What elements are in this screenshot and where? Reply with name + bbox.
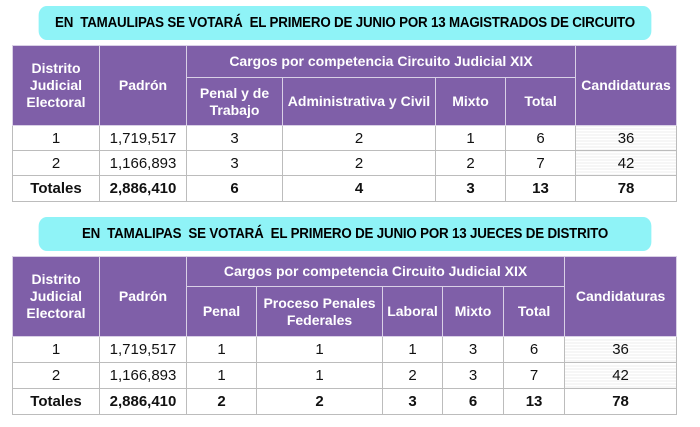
mixto-header: Mixto — [436, 78, 506, 126]
cargo-total-cell: 2 — [257, 389, 383, 415]
padron-cell: 1,166,893 — [100, 363, 187, 389]
cargo-cell: 3 — [443, 337, 504, 363]
table-row — [13, 151, 677, 176]
cargo-cell: 2 — [436, 151, 506, 176]
administrativa-civil-header: Administrativa y Civil — [283, 78, 436, 126]
totales-label: Totales — [13, 389, 100, 415]
cargo-cell: 1 — [436, 126, 506, 151]
total-cell: 7 — [504, 363, 565, 389]
section1-title-banner: EN TAMAULIPAS SE VOTARÁ EL PRIMERO DE JUNIO POR 13 MAGISTRADOS DE CIRCUITO — [39, 6, 652, 40]
cargos-group-header: Cargos por competencia Circuito Judicial XIX — [187, 257, 565, 287]
table-row — [13, 363, 677, 389]
padron-total-cell: 2,886,410 — [100, 176, 187, 202]
table-row — [13, 126, 677, 151]
padron-header: Padrón — [100, 257, 187, 337]
cargo-cell: 1 — [383, 337, 443, 363]
candidaturas-cell: 36 — [576, 126, 677, 151]
total-header: Total — [506, 78, 576, 126]
total-cell: 6 — [504, 337, 565, 363]
distrito-header: Distrito Judicial Electoral — [13, 257, 100, 337]
cargo-cell: 2 — [283, 151, 436, 176]
cargo-cell: 3 — [187, 151, 283, 176]
candidaturas-total-cell: 78 — [576, 176, 677, 202]
padron-cell: 1,719,517 — [100, 126, 187, 151]
table-row — [13, 337, 677, 363]
proceso-penales-federales-header: Proceso Penales Federales — [257, 287, 383, 337]
totals-row — [13, 176, 677, 202]
total-cell: 7 — [506, 151, 576, 176]
totals-row — [13, 389, 677, 415]
padron-cell: 1,719,517 — [100, 337, 187, 363]
candidaturas-cell: 42 — [576, 151, 677, 176]
penal-trabajo-header: Penal y de Trabajo — [187, 78, 283, 126]
candidaturas-cell: 42 — [565, 363, 677, 389]
mixto-header: Mixto — [443, 287, 504, 337]
grand-total-cell: 13 — [504, 389, 565, 415]
total-header: Total — [504, 287, 565, 337]
jueces-table — [12, 256, 677, 415]
laboral-header: Laboral — [383, 287, 443, 337]
cargo-total-cell: 3 — [383, 389, 443, 415]
padron-total-cell: 2,886,410 — [100, 389, 187, 415]
distrito-header: Distrito Judicial Electoral — [13, 46, 100, 126]
penal-header: Penal — [187, 287, 257, 337]
candidaturas-cell: 36 — [565, 337, 677, 363]
distrito-cell: 2 — [13, 363, 100, 389]
cargo-cell: 1 — [257, 363, 383, 389]
magistrados-table — [12, 45, 677, 202]
cargo-total-cell: 6 — [443, 389, 504, 415]
cargo-total-cell: 3 — [436, 176, 506, 202]
cargo-total-cell: 2 — [187, 389, 257, 415]
cargos-group-header: Cargos por competencia Circuito Judicial XIX — [187, 46, 576, 78]
header-row — [13, 257, 677, 287]
cargo-cell: 1 — [187, 337, 257, 363]
header-row — [13, 46, 677, 78]
section2-title-banner: EN TAMALIPAS SE VOTARÁ EL PRIMERO DE JUNIO POR 13 JUECES DE DISTRITO — [39, 217, 652, 251]
total-cell: 6 — [506, 126, 576, 151]
distrito-cell: 2 — [13, 151, 100, 176]
cargo-cell: 1 — [187, 363, 257, 389]
grand-total-cell: 13 — [506, 176, 576, 202]
cargo-cell: 3 — [443, 363, 504, 389]
padron-header: Padrón — [100, 46, 187, 126]
cargo-total-cell: 6 — [187, 176, 283, 202]
cargo-cell: 2 — [283, 126, 436, 151]
distrito-cell: 1 — [13, 126, 100, 151]
cargo-cell: 1 — [257, 337, 383, 363]
distrito-cell: 1 — [13, 337, 100, 363]
candidaturas-header: Candidaturas — [576, 46, 677, 126]
candidaturas-header: Candidaturas — [565, 257, 677, 337]
cargo-cell: 2 — [383, 363, 443, 389]
cargo-total-cell: 4 — [283, 176, 436, 202]
totales-label: Totales — [13, 176, 100, 202]
padron-cell: 1,166,893 — [100, 151, 187, 176]
cargo-cell: 3 — [187, 126, 283, 151]
candidaturas-total-cell: 78 — [565, 389, 677, 415]
